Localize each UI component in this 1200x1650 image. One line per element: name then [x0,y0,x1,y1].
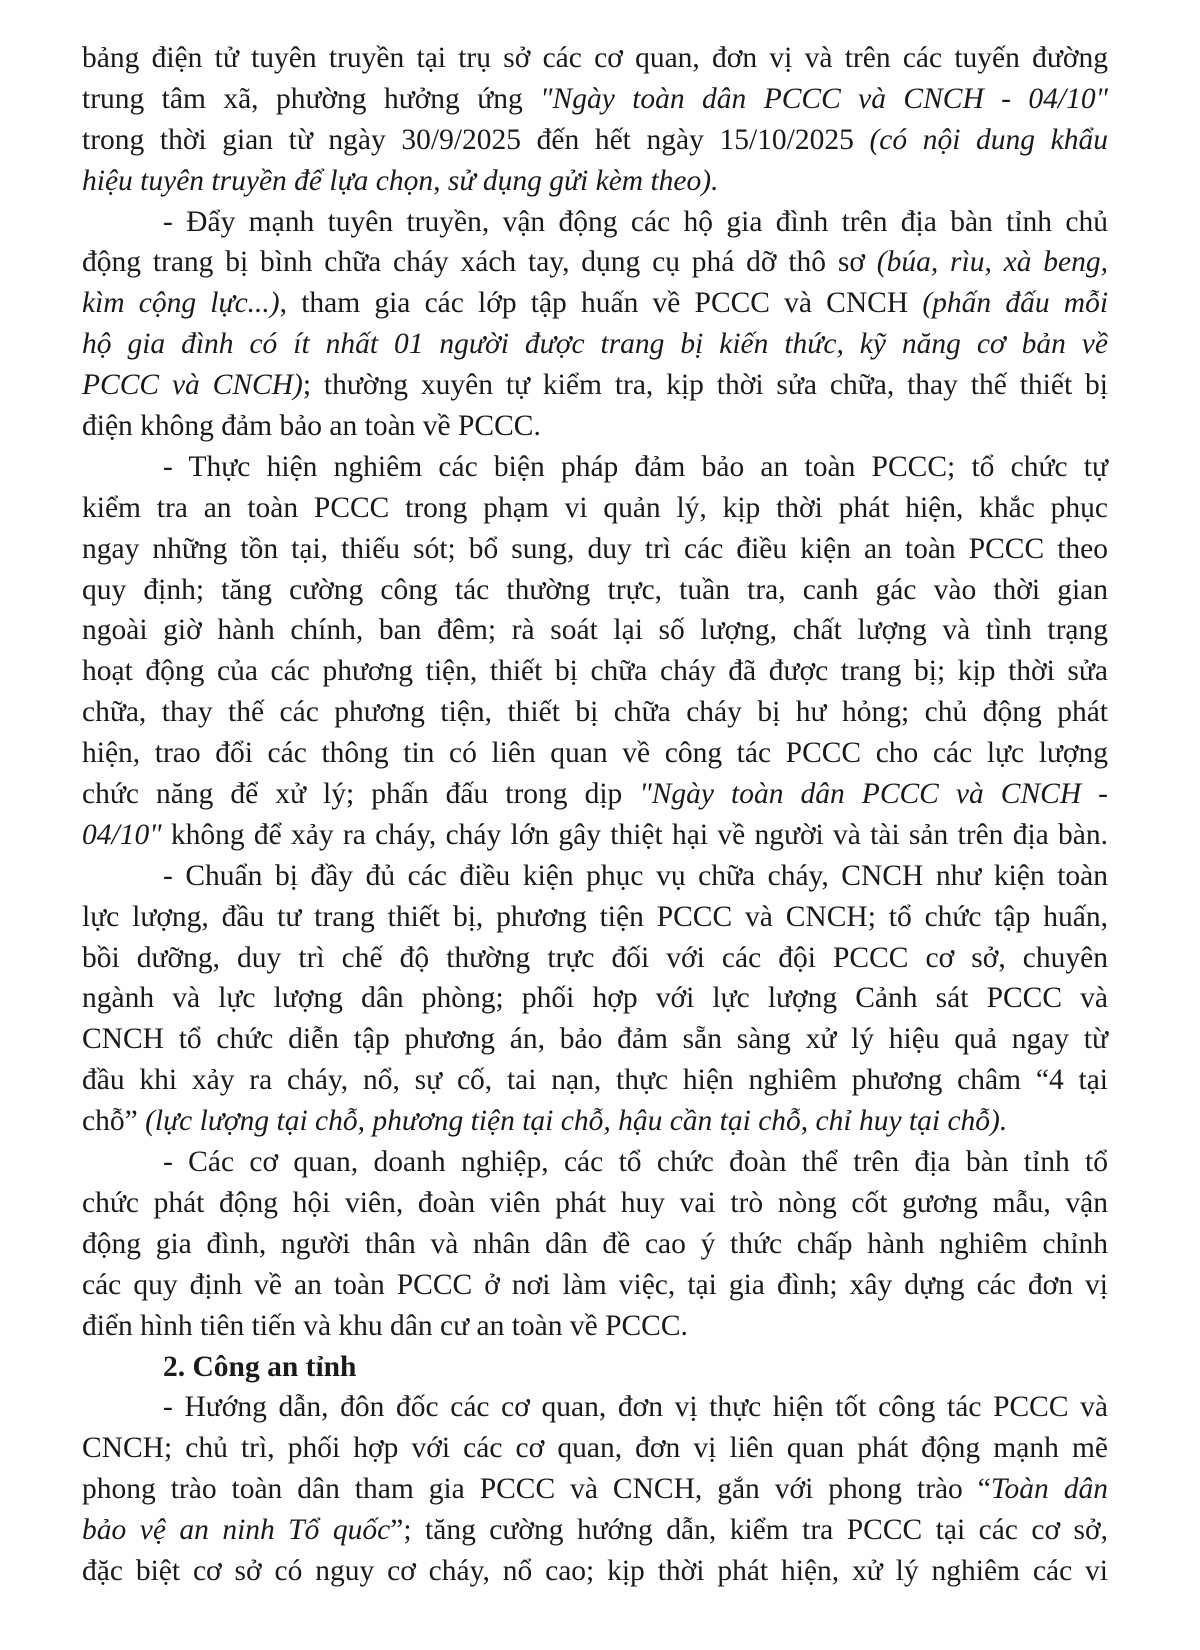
text-segment: CNCH tổ chức diễn tập phương án, bảo đảm sẵn sàng xử lý hiệu quả ngay từ [82,1023,1108,1056]
text-line [82,202,1108,243]
text-segment: phong trào toàn dân tham gia PCCC và CNCH, gắn với phong trào “ [82,1473,991,1506]
text-segment: quy định; tăng cường công tác thường trực, tuần tra, canh gác vào thời gian [82,573,1108,606]
italic-text: Toàn dân [990,1473,1108,1506]
text-line [82,692,1108,733]
text-line [82,651,1108,692]
text-line [82,1510,1108,1551]
text-line [82,938,1108,979]
text-line [82,324,1108,365]
text-segment: điển hình tiên tiến và khu dân cư an toàn về PCCC. [82,1309,688,1342]
text-line [82,1224,1108,1265]
text-line [82,610,1108,651]
italic-text: "Ngày toàn dân PCCC và CNCH - [639,778,1108,811]
text-line [82,1306,1108,1347]
italic-text: bảo vệ an ninh Tổ quốc [82,1514,391,1547]
text-segment: - Thực hiện nghiêm các biện pháp đảm bảo an toàn PCCC; tổ chức tự [163,450,1108,483]
italic-text: PCCC và CNCH) [82,369,303,402]
italic-text: 04/10" [82,818,162,851]
text-segment: 2. Công an tỉnh [163,1350,357,1383]
text-segment: CNCH; chủ trì, phối hợp với các cơ quan, đơn vị liên quan phát động mạnh mẽ [82,1432,1108,1465]
text-line [82,1469,1108,1510]
italic-text: kìm cộng lực...) [82,287,280,320]
text-segment: ngoài giờ hành chính, ban đêm; rà soát lại số lượng, chất lượng và tình trạng [82,614,1108,647]
text-line [82,242,1108,283]
text-segment: bảng điện tử tuyên truyền tại trụ sở các cơ quan, đơn vị và trên các tuyến đường [82,42,1108,74]
italic-text: (có nội dung khẩu [869,123,1108,156]
text-line [82,978,1108,1019]
text-segment: - Hướng dẫn, đôn đốc các cơ quan, đơn vị thực hiện tốt công tác PCCC và [163,1391,1108,1424]
text-segment: trung tâm xã, phường hưởng ứng [82,82,541,115]
text-segment: - Các cơ quan, doanh nghiệp, các tổ chức đoàn thể trên địa bàn tỉnh tổ [163,1146,1108,1179]
text-line [82,733,1108,774]
text-segment: bồi dưỡng, duy trì chế độ thường trực đối với các đội PCCC cơ sở, chuyên [82,941,1108,974]
text-segment: , tham gia các lớp tập huấn về PCCC và CNCH [279,287,923,320]
text-line [82,1101,1108,1142]
text-segment: lực lượng, đầu tư trang thiết bị, phương tiện PCCC và CNCH; tổ chức tập huấn, [82,900,1108,933]
text-line [82,815,1108,856]
text-line [82,897,1108,938]
text-line [82,1142,1108,1183]
text-line [82,1265,1108,1306]
text-segment: hoạt động của các phương tiện, thiết bị chữa cháy đã được trang bị; kịp thời sửa [82,655,1108,688]
text-line [82,38,1108,79]
text-line [82,1183,1108,1224]
text-line [82,406,1108,447]
text-line [82,1551,1108,1592]
document-page [82,38,1108,1592]
text-line [82,283,1108,324]
text-segment: đầu khi xảy ra cháy, nổ, sự cố, tai nạn, thực hiện nghiêm phương châm “4 tại [82,1064,1108,1097]
text-line [82,1060,1108,1101]
text-line [82,856,1108,897]
italic-text: hiệu tuyên truyền để lựa chọn, sử dụng gửi kèm theo). [82,164,719,197]
text-segment: trong thời gian từ ngày 30/9/2025 đến hết ngày 15/10/2025 [82,123,870,156]
section-heading [82,1347,1108,1388]
italic-text: (lực lượng tại chỗ, phương tiện tại chỗ, hậu cần tại chỗ, chỉ huy tại chỗ). [145,1105,1008,1138]
italic-text: "Ngày toàn dân PCCC và CNCH - 04/10" [540,82,1108,115]
text-segment: ”; tăng cường hướng dẫn, kiểm tra PCCC tại các cơ sở, [390,1514,1108,1547]
text-line [82,447,1108,488]
text-line [82,529,1108,570]
text-line [82,570,1108,611]
text-segment: chức phát động hội viên, đoàn viên phát huy vai trò nòng cốt gương mẫu, vận [82,1186,1108,1219]
italic-text: (phấn đấu mỗi [922,287,1109,320]
text-segment: điện không đảm bảo an toàn về PCCC. [82,410,541,443]
text-line [82,79,1108,120]
text-segment: ; thường xuyên tự kiểm tra, kịp thời sửa chữa, thay thế thiết bị [302,369,1108,402]
text-segment: - Đẩy mạnh tuyên truyền, vận động các hộ gia đình trên địa bàn tỉnh chủ [163,205,1108,238]
text-segment: chữa, thay thế các phương tiện, thiết bị chữa cháy bị hư hỏng; chủ động phát [82,696,1108,729]
text-segment: chỗ” [82,1105,146,1138]
text-segment: ngay những tồn tại, thiếu sót; bổ sung, duy trì các điều kiện an toàn PCCC theo [82,532,1108,565]
text-line [82,161,1108,202]
text-line [82,365,1108,406]
text-segment: kiểm tra an toàn PCCC trong phạm vi quản lý, kịp thời phát hiện, khắc phục [82,491,1108,524]
text-line [82,1019,1108,1060]
text-segment: - Chuẩn bị đầy đủ các điều kiện phục vụ chữa cháy, CNCH như kiện toàn [163,859,1108,892]
text-line [82,1387,1108,1428]
text-segment: chức năng để xử lý; phấn đấu trong dịp [82,778,640,811]
text-segment: hiện, trao đổi các thông tin có liên quan về công tác PCCC cho các lực lượng [82,737,1108,770]
text-segment: động gia đình, người thân và nhân dân đề cao ý thức chấp hành nghiêm chỉnh [82,1227,1108,1260]
text-line [82,774,1108,815]
text-segment: động trang bị bình chữa cháy xách tay, dụng cụ phá dỡ thô sơ [82,246,877,279]
italic-text: hộ gia đình có ít nhất 01 người được trang bị kiến thức, kỹ năng cơ bản về [82,328,1108,361]
text-line [82,120,1108,161]
text-segment: các quy định về an toàn PCCC ở nơi làm việc, tại gia đình; xây dựng các đơn vị [82,1268,1108,1301]
text-segment: không để xảy ra cháy, cháy lớn gây thiệt hại về người và tài sản trên địa bàn. [161,818,1108,851]
italic-text: (búa, rìu, xà beng, [876,246,1108,279]
text-segment: ngành và lực lượng dân phòng; phối hợp với lực lượng Cảnh sát PCCC và [82,982,1108,1015]
text-line [82,488,1108,529]
text-line [82,1428,1108,1469]
text-segment: đặc biệt cơ sở có nguy cơ cháy, nổ cao; kịp thời phát hiện, xử lý nghiêm các vi [82,1554,1108,1587]
